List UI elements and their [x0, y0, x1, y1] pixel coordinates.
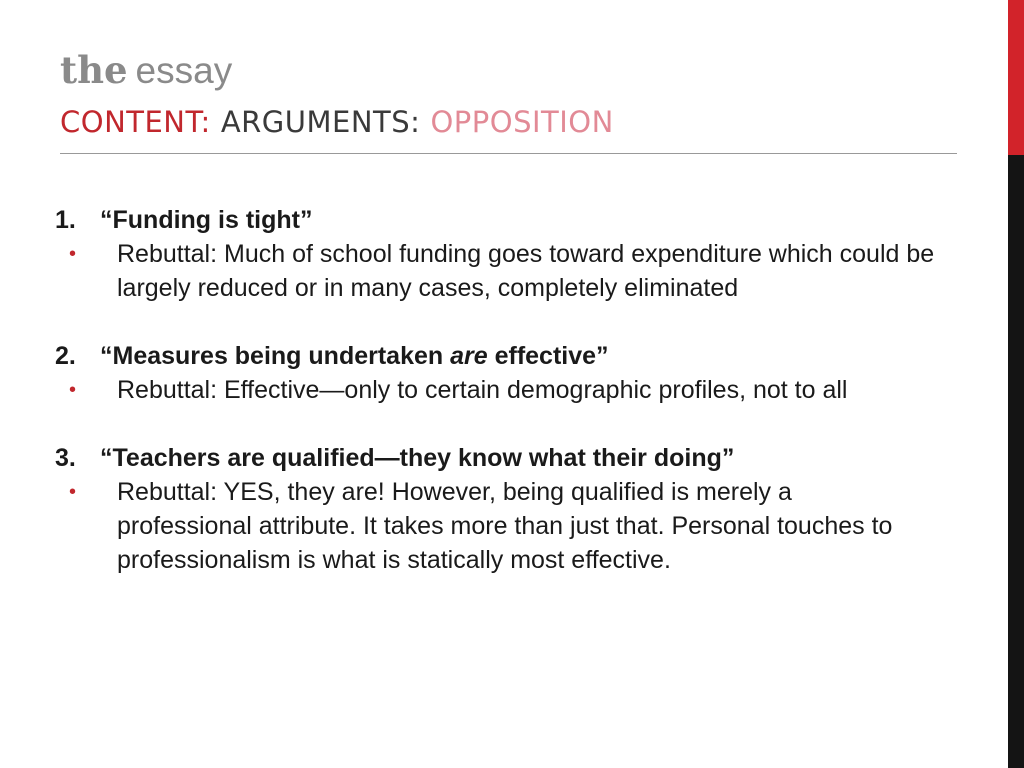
- accent-bar-dark: [1008, 155, 1024, 768]
- argument-heading: [55, 339, 985, 373]
- slide-title: [60, 48, 232, 94]
- subtitle-content: CONTENT:: [60, 105, 211, 139]
- argument-item-3: [55, 441, 985, 577]
- subtitle-opposition: OPPOSITION: [430, 105, 614, 139]
- argument-heading-text: “Teachers are qualified—they know what their doing”: [100, 444, 735, 472]
- slide-subtitle: [60, 102, 614, 142]
- title-essay: essay: [135, 50, 233, 91]
- title-the: the: [60, 48, 128, 92]
- argument-heading-text-end: effective”: [487, 342, 609, 370]
- argument-list: [55, 203, 985, 611]
- argument-number: 3.: [55, 444, 76, 472]
- accent-bar-red: [1008, 0, 1024, 155]
- rebuttal-text: Rebuttal: Effective—only to certain demographic profiles, not to all: [117, 376, 848, 404]
- argument-heading-emphasis: are: [450, 342, 488, 370]
- argument-number: 2.: [55, 342, 76, 370]
- rebuttal: [55, 475, 907, 577]
- argument-heading-text: “Funding is tight”: [100, 206, 313, 234]
- rebuttal: [55, 237, 985, 305]
- bullet-icon: •: [69, 379, 77, 401]
- rebuttal: [55, 373, 985, 407]
- argument-heading: [55, 203, 985, 237]
- bullet-icon: •: [69, 481, 77, 503]
- rebuttal-text: Rebuttal: Much of school funding goes toward expenditure which could be largely reduced or in many cases, completely eliminated: [117, 240, 935, 302]
- argument-item-2: [55, 339, 985, 407]
- argument-number: 1.: [55, 206, 76, 234]
- argument-heading-text-start: “Measures being undertaken: [100, 342, 451, 370]
- rebuttal-text: Rebuttal: YES, they are! However, being qualified is merely a professional attribute. It takes more than just that. Personal touches to professionalism is what is statically most effective.: [117, 478, 893, 574]
- argument-item-1: [55, 203, 985, 305]
- argument-heading: [55, 441, 985, 475]
- subtitle-arguments: ARGUMENTS:: [220, 105, 421, 139]
- title-divider: [60, 153, 957, 154]
- bullet-icon: •: [69, 243, 77, 265]
